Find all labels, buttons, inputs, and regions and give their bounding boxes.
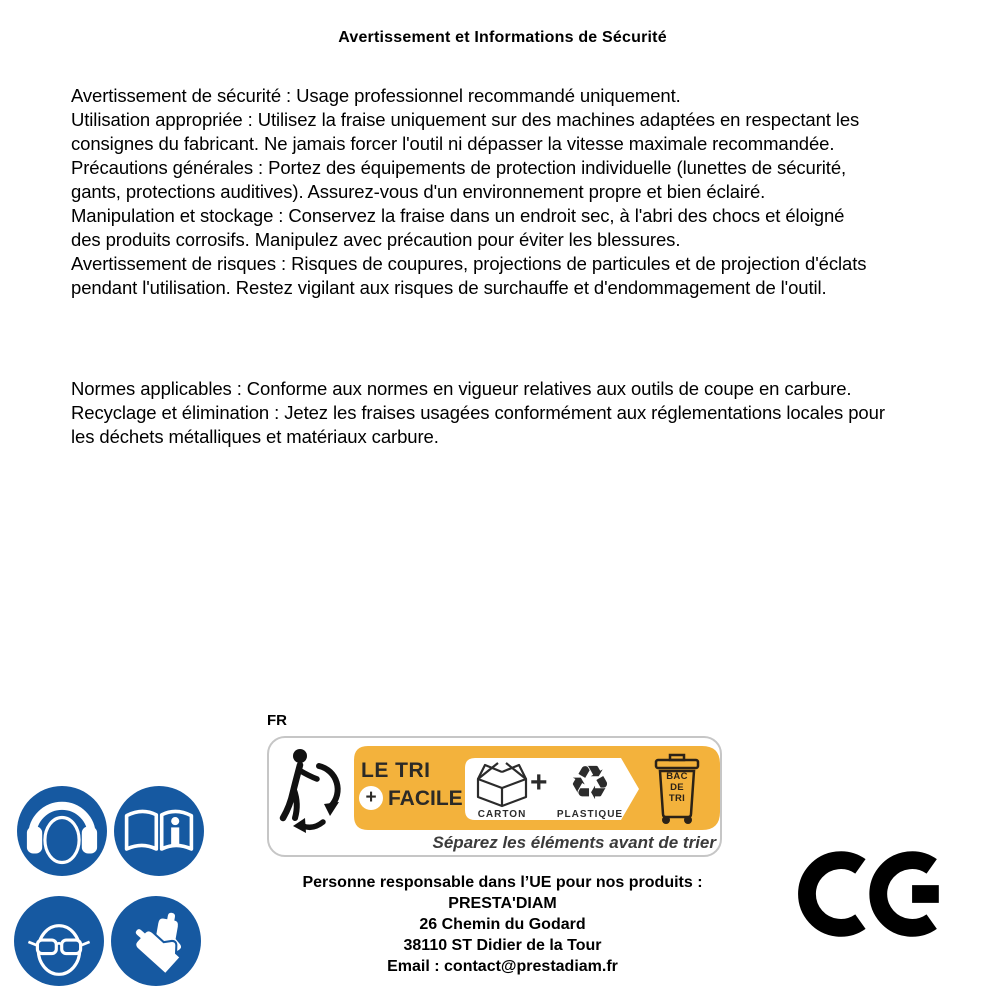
carton-material-label: CARTON [477,809,527,820]
warning-line: gants, protections auditives). Assurez-vous d'un environnement propre et bien éclairé. [71,181,766,202]
warning-line: Manipulation et stockage : Conservez la fraise dans un endroit sec, à l'abri des chocs et éloigné [71,205,845,226]
carton-box-icon [478,763,526,806]
plus-between-materials: + [530,766,548,799]
safety-warnings-paragraph [71,84,961,300]
bin-text [661,771,693,804]
plastique-material-label: PLASTIQUE [556,809,624,820]
warning-line: pendant l'utilisation. Restez vigilant aux risques de surchauffe et d'endommagement de l'outil. [71,277,827,298]
warning-line: Avertissement de sécurité : Usage professionnel recommandé uniquement. [71,85,681,106]
address-city: 38110 ST Didier de la Tour [403,937,602,954]
plastique-recycle-icon: ♻ [568,756,612,809]
read-manual-icon [114,786,204,876]
compliance-line: Normes applicables : Conforme aux normes en vigueur relatives aux outils de coupe en carbure. [71,378,852,399]
warning-line: des produits corrosifs. Manipulez avec précaution pour éviter les blessures. [71,229,681,250]
infotri-tagline: Séparez les éléments avant de trier [432,833,716,852]
address-street: 26 Chemin du Godard [419,916,586,933]
compliance-line: Recyclage et élimination : Jetez les fraises usagées conformément aux réglementations locales pour [71,402,885,423]
bin-text-line: DE [670,782,684,793]
ce-mark-icon [796,845,948,943]
infotri-headline-line1: LE TRI [361,759,431,782]
contact-email: Email : contact@prestadiam.fr [387,958,618,975]
page-title: Avertissement et Informations de Sécurité [338,29,667,46]
compliance-paragraph [71,377,961,449]
compliance-line: les déchets métalliques et matériaux carbure. [71,426,439,447]
warning-line: Précautions générales : Portez des équipements de protection individuelle (lunettes de sécurité, [71,157,847,178]
infotri-plus-sign: + [365,787,377,808]
bin-text-line: BAC [666,771,688,782]
warning-line: consignes du fabricant. Ne jamais forcer l'outil ni dépasser la vitesse maximale recommandée. [71,133,835,154]
infotri-recycling-label [267,736,722,857]
wear-ear-protection-icon [17,786,107,876]
responsible-person-intro: Personne responsable dans l’UE pour nos produits : [302,874,703,891]
company-name: PRESTA'DIAM [448,895,557,912]
warning-line: Utilisation appropriée : Utilisez la fraise uniquement sur des machines adaptées en respectant les [71,109,860,130]
infotri-headline-line2: FACILE [388,787,463,810]
infotri-plus-badge [359,786,383,810]
bin-text-line: TRI [668,793,686,804]
warning-line: Avertissement de risques : Risques de coupures, projections de particules et de projection d'éclats [71,253,867,274]
triman-icon [283,749,339,833]
country-code-label: FR [267,712,287,729]
